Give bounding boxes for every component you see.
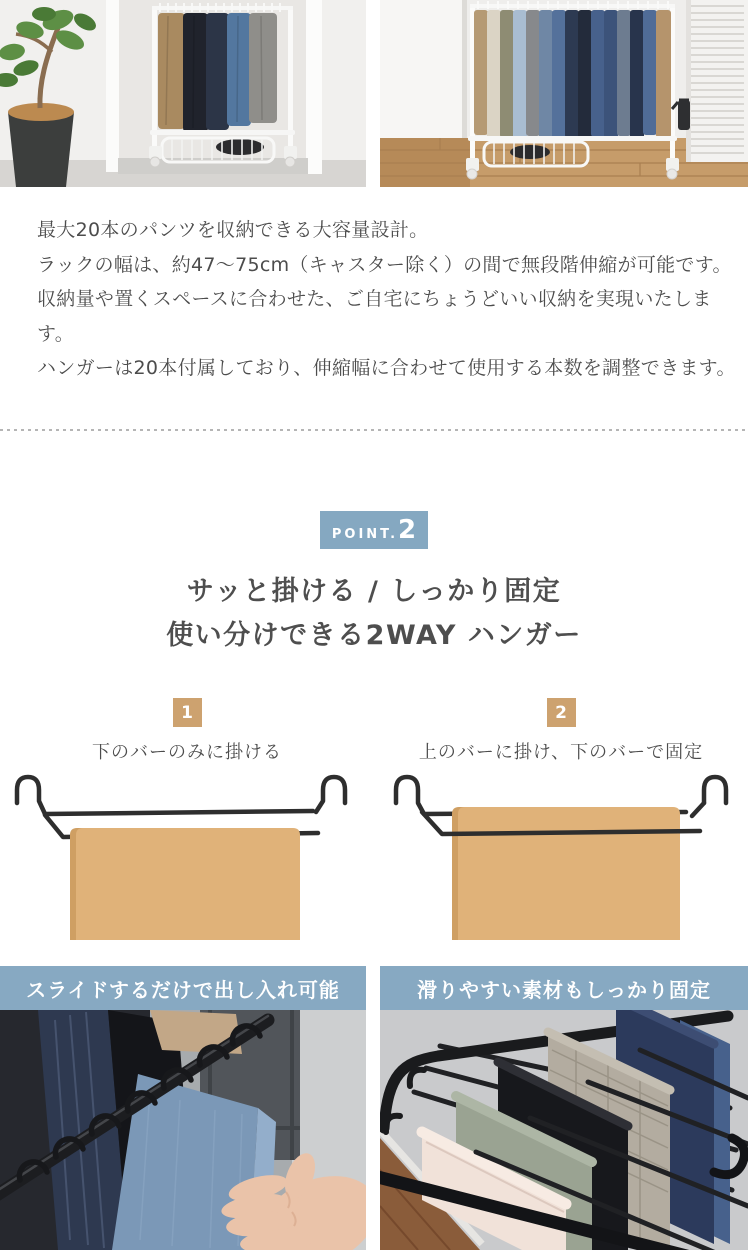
dotted-divider [0, 429, 748, 431]
description-line-2: ラックの幅は、約47〜75cm（キャスター除く）の間で無段階伸縮が可能です。 [37, 253, 732, 276]
bottom-photo-row [0, 966, 748, 1250]
photo-slide-demo-illustration [0, 1010, 366, 1250]
figure-secure-demo [380, 966, 748, 1250]
top-photo-row [0, 0, 748, 187]
method-number-badge-1: 1 [173, 698, 202, 727]
bottom-caption-bar-left: スライドするだけで出し入れ可能 [0, 966, 366, 1010]
heading-line-1: サッと掛ける / しっかり固定 [186, 576, 562, 607]
hanger-diagram-secure-hold [374, 770, 748, 960]
point-number: 2 [398, 515, 417, 545]
description-line-1: 最大20本のパンツを収納できる大容量設計。 [37, 219, 429, 241]
photo-secure-demo [380, 1010, 748, 1250]
photo-slide-demo [0, 1010, 366, 1250]
description-line-4: ハンガーは20本付属しており、伸縮幅に合わせて使用する本数を調整できます。 [37, 357, 736, 379]
point-badge [320, 511, 428, 549]
method-secure-hold [374, 698, 748, 960]
hanging-methods [0, 698, 748, 960]
photo-secure-demo-illustration [380, 1010, 748, 1250]
figure-slide-demo [0, 966, 366, 1250]
photo-rack-compact-illustration [0, 0, 366, 187]
method-caption-2: 上のバーに掛け、下のバーで固定 [418, 742, 704, 763]
product-description [37, 213, 737, 386]
section-heading [0, 570, 748, 658]
bottom-caption-bar-right: 滑りやすい素材もしっかり固定 [380, 966, 748, 1010]
photo-rack-extended-illustration [380, 0, 748, 187]
photo-rack-compact [0, 0, 366, 187]
method-number-badge-2: 2 [547, 698, 576, 727]
description-line-3: 収納量や置くスペースに合わせた、ご自宅にちょうどいい収納を実現いたします。 [37, 288, 712, 345]
heading-line-2: 使い分けできる2WAY ハンガー [166, 620, 582, 651]
method-caption-1: 下のバーのみに掛ける [92, 742, 282, 763]
point-label: POINT. [331, 527, 399, 542]
method-quick-hang [0, 698, 374, 960]
photo-rack-extended [380, 0, 748, 187]
hanger-diagram-quick-hang [0, 770, 374, 960]
